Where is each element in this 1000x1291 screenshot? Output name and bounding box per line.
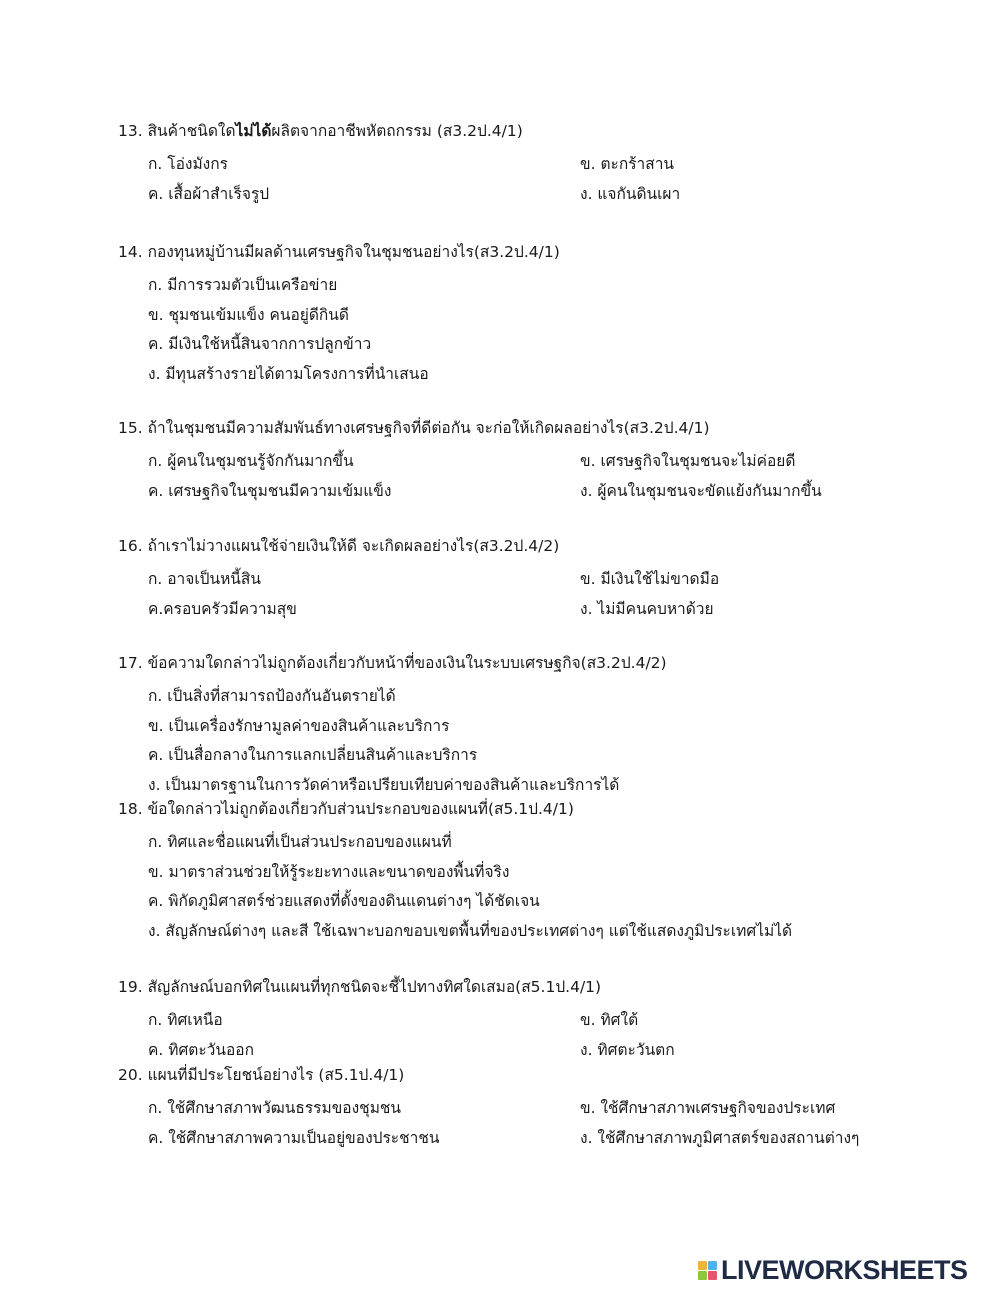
option-row (118, 594, 978, 624)
stem-text: 17. ข้อความใดกล่าวไม่ถูกต้องเกี่ยวกับหน้าที่ของเงินในระบบเศรษฐกิจ(ส3.2ป.4/2) (118, 654, 667, 672)
answer-option[interactable]: ค. ทิศตะวันออก (148, 1040, 254, 1059)
option-row (118, 179, 978, 209)
answer-options (118, 1005, 978, 1064)
stem-text: ผลิตจากอาชีพหัตถกรรม (ส3.2ป.4/1) (271, 122, 523, 140)
answer-option[interactable]: ง. สัญลักษณ์ต่างๆ และสี ใช้เฉพาะบอกขอบเขตพื้นที่ของประเทศต่างๆ แต่ใช้แสดงภูมิประเทศไม่ได้ (148, 921, 793, 940)
answer-option[interactable]: ก. ใช้ศึกษาสภาพวัฒนธรรมของชุมชน (148, 1099, 402, 1118)
answer-options (118, 446, 978, 505)
answer-option[interactable]: ข. มาตราส่วนช่วยให้รู้ระยะทางและขนาดของพื้นที่จริง (148, 862, 510, 881)
answer-option[interactable]: ข. เศรษฐกิจในชุมชนจะไม่ค่อยดี (580, 452, 796, 471)
question-stem (118, 418, 978, 438)
question-stem (118, 536, 978, 556)
answer-option[interactable]: ข. มีเงินใช้ไม่ขาดมือ (580, 570, 720, 589)
question-stem (118, 1065, 978, 1085)
question-stem (118, 121, 978, 141)
option-row (118, 1123, 978, 1153)
answer-option[interactable]: ก. ผู้คนในชุมชนรู้จักกันมากขึ้น (148, 452, 354, 471)
answer-option[interactable]: ง. ทิศตะวันตก (580, 1040, 675, 1059)
option-row (118, 446, 978, 476)
stem-text: 13. สินค้าชนิดใด (118, 122, 236, 140)
answer-option[interactable]: ก. มีการรวมตัวเป็นเครือข่าย (148, 276, 338, 295)
stem-emphasis: ไม่ได้ (235, 122, 272, 140)
answer-options (118, 827, 978, 945)
question-13 (118, 121, 978, 208)
question-stem (118, 653, 978, 673)
answer-option[interactable]: ค. เศรษฐกิจในชุมชนมีความเข้มแข็ง (148, 481, 392, 500)
question-20 (118, 1065, 978, 1152)
stem-text: 15. ถ้าในชุมชนมีความสัมพันธ์ทางเศรษฐกิจที่ดีต่อกัน จะก่อให้เกิดผลอย่างไร(ส3.2ป.4/1) (118, 419, 710, 437)
stem-text: 16. ถ้าเราไม่วางแผนใช้จ่ายเงินให้ดี จะเกิดผลอย่างไร(ส3.2ป.4/2) (118, 537, 560, 555)
stem-text: 19. สัญลักษณ์บอกทิศในแผนที่ทุกชนิดจะชี้ไปทางทิศใดเสมอ(ส5.1ป.4/1) (118, 978, 602, 996)
answer-option[interactable]: ข. ใช้ศึกษาสภาพเศรษฐกิจของประเทศ (580, 1099, 836, 1118)
stem-text: 18. ข้อใดกล่าวไม่ถูกต้องเกี่ยวกับส่วนประกอบของแผนที่(ส5.1ป.4/1) (118, 800, 574, 818)
answer-option[interactable]: ง. มีทุนสร้างรายได้ตามโครงการที่นำเสนอ (148, 364, 429, 383)
stem-text: 14. กองทุนหมู่บ้านมีผลด้านเศรษฐกิจในชุมชนอย่างไร(ส3.2ป.4/1) (118, 243, 560, 261)
answer-option[interactable]: ข. ทิศใต้ (580, 1011, 639, 1030)
option-row (118, 476, 978, 506)
answer-option[interactable]: ก. ทิศและชื่อแผนที่เป็นส่วนประกอบของแผนที่ (148, 833, 452, 852)
liveworksheets-logo (698, 1255, 968, 1285)
option-row (118, 1035, 978, 1065)
answer-option[interactable]: ง. ใช้ศึกษาสภาพภูมิศาสตร์ของสถานต่างๆ (580, 1128, 860, 1147)
answer-option[interactable]: ค. เป็นสื่อกลางในการแลกเปลี่ยนสินค้าและบริการ (148, 746, 478, 765)
answer-option[interactable]: ก. เป็นสิ่งที่สามารถป้องกันอันตรายได้ (148, 687, 396, 706)
answer-option[interactable]: ง. แจกันดินเผา (580, 184, 681, 203)
answer-option[interactable]: ค. เสื้อผ้าสำเร็จรูป (148, 184, 270, 203)
answer-option[interactable]: ค. มีเงินใช้หนี้สินจากการปลูกข้าว (148, 335, 372, 354)
answer-option[interactable]: ข. เป็นเครื่องรักษามูลค่าของสินค้าและบริการ (148, 716, 450, 735)
answer-option[interactable]: ค.ครอบครัวมีความสุข (148, 599, 297, 618)
answer-option[interactable]: ก. ทิศเหนือ (148, 1011, 223, 1030)
logo-text: LIVEWORKSHEETS (721, 1254, 968, 1285)
question-17 (118, 653, 978, 799)
question-15 (118, 418, 978, 505)
answer-option[interactable]: ค. พิกัดภูมิศาสตร์ช่วยแสดงที่ตั้งของดินแดนต่างๆ ได้ชัดเจน (148, 892, 540, 911)
answer-option[interactable]: ง. ไม่มีคนคบหาด้วย (580, 599, 714, 618)
question-stem (118, 977, 978, 997)
option-row (118, 1005, 978, 1035)
answer-options (118, 270, 978, 388)
answer-option[interactable]: ง. ผู้คนในชุมชนจะขัดแย้งกันมากขึ้น (580, 481, 822, 500)
option-row (118, 149, 978, 179)
question-16 (118, 536, 978, 623)
answer-option[interactable]: ง. เป็นมาตรฐานในการวัดค่าหรือเปรียบเทียบค่าของสินค้าและบริการได้ (148, 775, 620, 794)
answer-options (118, 1093, 978, 1152)
answer-options (118, 564, 978, 623)
answer-option[interactable]: ค. ใช้ศึกษาสภาพความเป็นอยู่ของประชาชน (148, 1128, 440, 1147)
question-18 (118, 799, 978, 945)
answer-option[interactable]: ข. ตะกร้าสาน (580, 155, 675, 174)
stem-text: 20. แผนที่มีประโยชน์อย่างไร (ส5.1ป.4/1) (118, 1066, 405, 1084)
question-19 (118, 977, 978, 1064)
answer-option[interactable]: ก. โอ่งมังกร (148, 155, 228, 174)
question-stem (118, 799, 978, 819)
logo-mark-icon (698, 1261, 717, 1280)
question-stem (118, 242, 978, 262)
answer-option[interactable]: ข. ชุมชนเข้มแข็ง คนอยู่ดีกินดี (148, 305, 349, 324)
answer-options (118, 149, 978, 208)
option-row (118, 1093, 978, 1123)
option-row (118, 564, 978, 594)
answer-options (118, 681, 978, 799)
question-14 (118, 242, 978, 388)
answer-option[interactable]: ก. อาจเป็นหนี้สิน (148, 570, 261, 589)
